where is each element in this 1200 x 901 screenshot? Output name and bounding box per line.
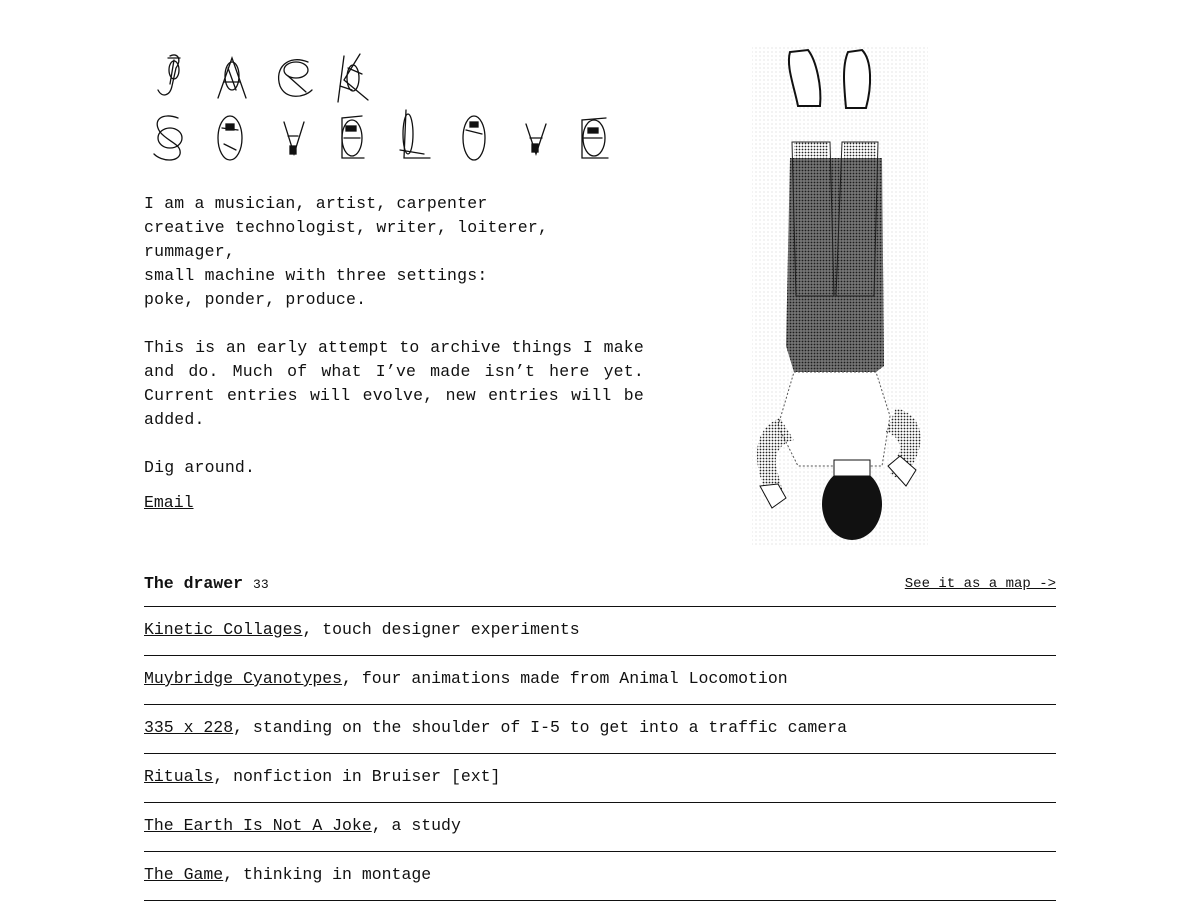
drawer-entry xyxy=(144,656,1056,705)
logo-letter-e2 xyxy=(582,118,608,158)
entry-description: , four animations made from Animal Locomotion xyxy=(342,669,788,688)
intro-paragraph xyxy=(144,192,644,312)
intro-line: creative technologist, writer, loiterer, rummager, xyxy=(144,218,549,261)
email-link[interactable]: Email xyxy=(144,493,194,512)
drawer-header xyxy=(144,574,1056,607)
intro-line: I am a musician, artist, carpenter xyxy=(144,194,488,213)
site-logo[interactable] xyxy=(148,46,618,168)
entry-description: , nonfiction in Bruiser [ext] xyxy=(213,767,501,786)
drawer-entry xyxy=(144,852,1056,901)
dig-paragraph: Dig around. xyxy=(144,458,256,477)
entry-description: , a study xyxy=(371,816,461,835)
drawer-entry xyxy=(144,803,1056,852)
entry-link[interactable]: The Earth Is Not A Joke xyxy=(144,816,372,835)
archive-paragraph: This is an early attempt to archive things I make and do. Much of what I’ve made isn’t here yet. Current entries will evolve, new entries will be added. xyxy=(144,338,644,429)
logo-letter-c xyxy=(279,60,312,97)
logo-letter-s xyxy=(154,116,182,160)
entry-description: , standing on the shoulder of I-5 to get into a traffic camera xyxy=(233,718,848,737)
portrait-image xyxy=(750,46,930,546)
entry-link[interactable]: Muybridge Cyanotypes xyxy=(144,669,343,688)
logo-letter-j xyxy=(158,55,180,95)
entry-link[interactable]: Rituals xyxy=(144,767,214,786)
entry-link[interactable]: 335 x 228 xyxy=(144,718,234,737)
logo-letter-v2 xyxy=(526,124,546,154)
entry-description: , thinking in montage xyxy=(223,865,432,884)
see-as-map-link[interactable]: See it as a map -> xyxy=(904,576,1056,592)
bio-section xyxy=(144,192,644,504)
logo-letter-o2 xyxy=(463,116,485,160)
drawer-entry xyxy=(144,754,1056,803)
entry-link[interactable]: Kinetic Collages xyxy=(144,620,303,639)
entry-link[interactable]: The Game xyxy=(144,865,224,884)
logo-letter-e1 xyxy=(342,116,364,158)
intro-line: small machine with three settings: xyxy=(144,266,488,285)
entry-description: , touch designer experiments xyxy=(302,620,580,639)
drawer-list xyxy=(144,607,1056,901)
logo-letter-v xyxy=(284,122,304,154)
logo-letter-l xyxy=(400,110,430,158)
drawer-count: 33 xyxy=(253,577,269,592)
drawer-entry xyxy=(144,705,1056,754)
drawer-title: The drawer xyxy=(144,574,244,593)
intro-line: poke, ponder, produce. xyxy=(144,290,367,309)
logo-letter-a xyxy=(218,58,246,98)
drawer-entry xyxy=(144,607,1056,656)
logo-letter-k xyxy=(338,54,368,102)
logo-letter-o xyxy=(218,116,242,160)
